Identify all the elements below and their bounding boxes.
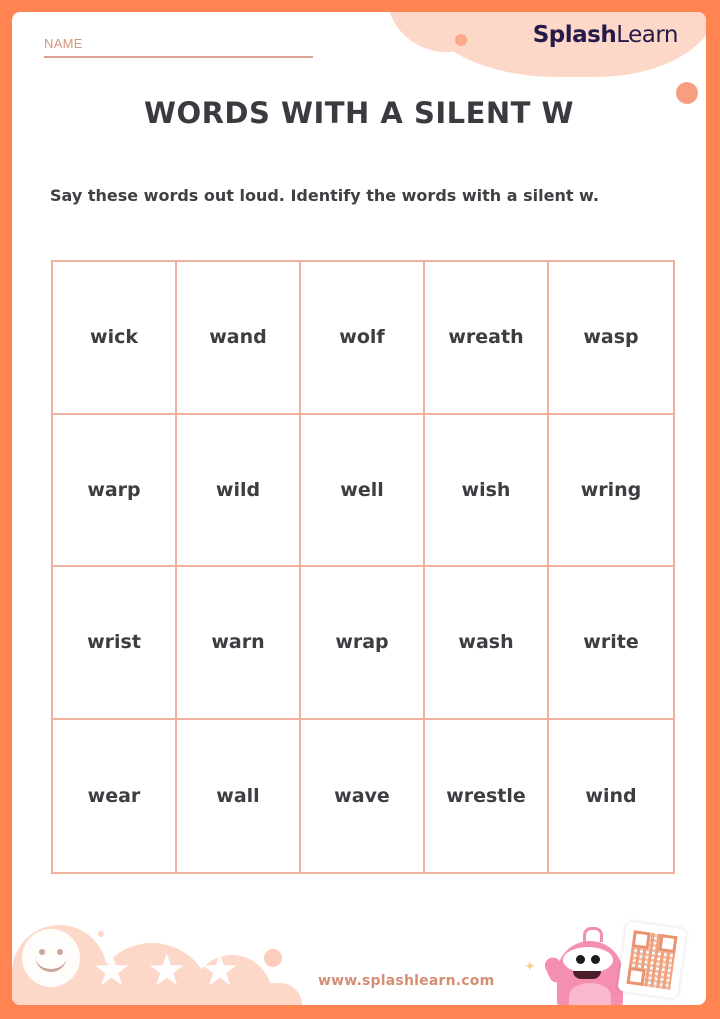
star-icon: ★ — [200, 945, 240, 996]
star-icon: ★ — [92, 945, 132, 996]
name-field-line[interactable] — [44, 56, 313, 58]
website-link[interactable]: www.splashlearn.com — [318, 973, 495, 989]
brand-logo-learn: Learn — [616, 22, 678, 48]
word-cell[interactable]: write — [549, 567, 673, 720]
name-label: NAME — [44, 36, 83, 51]
word-cell[interactable]: wand — [177, 262, 301, 415]
brand-logo-splash: Splash — [532, 22, 617, 48]
word-cell[interactable]: wring — [549, 415, 673, 568]
word-cell[interactable]: wreath — [425, 262, 549, 415]
page-title: WORDS WITH A SILENT W — [143, 96, 575, 130]
word-cell[interactable]: wash — [425, 567, 549, 720]
brand-logo — [533, 22, 678, 48]
footer-blob-decoration — [12, 925, 292, 1005]
dot-decoration — [264, 949, 282, 967]
dot-decoration — [98, 931, 104, 937]
word-cell[interactable]: wind — [585, 784, 637, 807]
word-cell[interactable]: wish — [425, 415, 549, 568]
word-cell[interactable]: wolf — [301, 262, 425, 415]
word-cell[interactable]: wasp — [549, 262, 673, 415]
word-cell[interactable]: wrap — [301, 567, 425, 720]
word-cell[interactable]: wear — [53, 720, 177, 873]
sparkle-icon: ✦ — [524, 959, 536, 975]
word-cell[interactable]: wave — [301, 720, 425, 873]
smiley-icon — [22, 929, 80, 987]
word-cell[interactable]: wick — [53, 262, 177, 415]
qr-code-icon[interactable] — [617, 921, 686, 999]
word-cell[interactable]: wrist — [53, 567, 177, 720]
word-cell[interactable]: warn — [177, 567, 301, 720]
word-cell[interactable]: wall — [177, 720, 301, 873]
star-icon: ★ — [147, 945, 187, 996]
word-cell[interactable]: warp — [53, 415, 177, 568]
word-cell[interactable]: wild — [177, 415, 301, 568]
worksheet-page — [12, 12, 706, 1005]
instructions-text: Say these words out loud. Identify the words with a silent w. — [50, 186, 599, 205]
word-cell[interactable]: well — [301, 415, 425, 568]
word-grid — [51, 260, 675, 874]
word-cell[interactable]: wrestle — [425, 720, 549, 873]
dot-decoration — [455, 34, 467, 46]
